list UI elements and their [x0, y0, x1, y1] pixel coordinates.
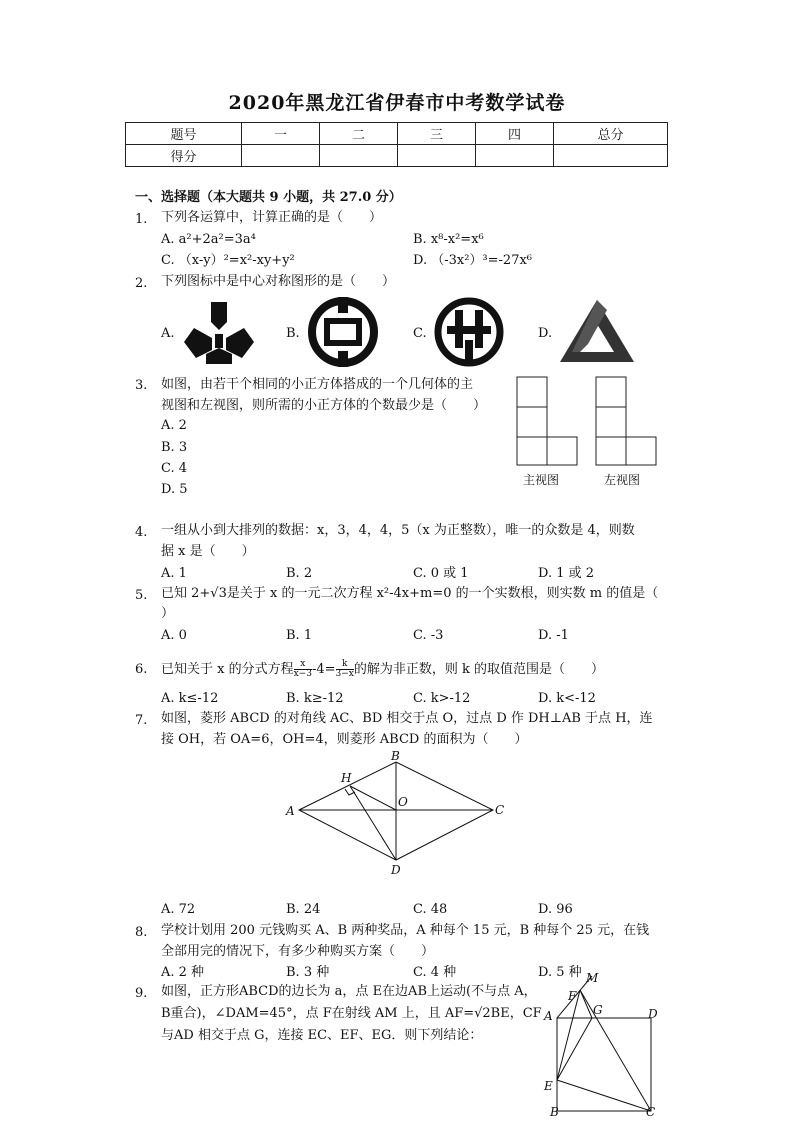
question-number: 7.	[135, 713, 148, 728]
rhombus-figure	[283, 750, 513, 878]
score-cell[interactable]	[554, 145, 668, 167]
option-b[interactable]: B. 2	[286, 566, 313, 581]
score-header-cell: 总分	[554, 123, 668, 145]
question-number: 6.	[135, 662, 148, 677]
option-d[interactable]: D. k<-12	[538, 691, 596, 706]
score-header-cell: 二	[320, 123, 398, 145]
question-number: 3.	[135, 378, 148, 393]
fraction-denominator: x−3	[293, 669, 312, 679]
option-b[interactable]: B. 1	[286, 628, 313, 643]
point-label-m: M	[586, 971, 599, 985]
option-a[interactable]: A. 0	[161, 628, 187, 643]
point-label-b: B	[391, 750, 400, 763]
option-c[interactable]: C. 4	[161, 461, 188, 476]
question-number: 4.	[135, 525, 148, 540]
point-label-d: D	[391, 863, 401, 877]
question-stem: 据 x 是（ ）	[161, 544, 255, 559]
option-b[interactable]: B. 3	[161, 440, 188, 455]
option-a[interactable]: A. 2	[161, 418, 187, 433]
option-b[interactable]: B.	[286, 326, 300, 341]
question-stem: 学校计划用 200 元钱购买 A、B 两种奖品，A 种每个 15 元，B 种每个 25 元，在钱	[161, 923, 650, 938]
option-d[interactable]: D. （-3x²）³=-27x⁶	[413, 253, 533, 268]
page-title: 2020年黑龙江省伊春市中考数学试卷	[228, 92, 566, 114]
option-a[interactable]: A. a²+2a²=3a⁴	[161, 232, 256, 247]
stem-part: -4=	[311, 662, 336, 677]
question-stem: 视图和左视图，则所需的小正方体的个数最少是（ ）	[161, 398, 487, 413]
point-label-h: H	[341, 771, 352, 785]
option-c[interactable]: C. k>-12	[413, 691, 471, 706]
fraction-numerator: x	[294, 660, 312, 670]
score-header-cell: 题号	[126, 123, 242, 145]
point-label-c: C	[646, 1105, 656, 1118]
question-number: 1.	[135, 212, 148, 227]
question-stem: 如图，正方形ABCD的边长为 a，点 E在边AB上运动(不与点 A，	[161, 984, 537, 999]
point-label-e: E	[544, 1079, 553, 1093]
question-stem: 一组从小到大排列的数据：x，3，4，4，5（x 为正整数），唯一的众数是 4，则数	[161, 523, 635, 538]
option-a[interactable]: A. 2 种	[161, 965, 205, 980]
question-stem: 全部用完的情况下，有多少种购买方案（ ）	[161, 944, 435, 959]
score-table-score-row	[126, 145, 668, 167]
option-a[interactable]: A. 72	[161, 902, 196, 917]
option-d[interactable]: D. 1 或 2	[538, 566, 595, 581]
question-number: 2.	[135, 276, 148, 291]
impossible-triangle-icon	[560, 300, 634, 362]
question-stem: B重合)，∠DAM=45°，点 F在射线 AM 上，且 AF=√2BE，CF	[161, 1006, 542, 1021]
score-row-label: 得分	[126, 145, 242, 167]
question-stem: 下列各运算中，计算正确的是（ ）	[161, 210, 383, 225]
front-view-caption: 主视图	[523, 473, 560, 487]
option-b[interactable]: B. k≥-12	[286, 691, 344, 706]
fraction	[336, 660, 354, 679]
score-cell[interactable]	[398, 145, 476, 167]
option-d[interactable]: D.	[538, 326, 553, 341]
score-header-cell: 一	[242, 123, 320, 145]
option-a[interactable]: A. 1	[161, 566, 187, 581]
option-d[interactable]: D. -1	[538, 628, 569, 643]
fraction-denominator: 3−x	[335, 669, 354, 679]
option-c[interactable]: C.	[413, 326, 427, 341]
left-view-caption: 左视图	[604, 473, 641, 487]
option-b[interactable]: B. 3 种	[286, 965, 330, 980]
point-label-c: C	[495, 803, 505, 817]
option-c[interactable]: C. 48	[413, 902, 448, 917]
point-label-a: A	[286, 804, 295, 818]
three-view-figure	[515, 375, 661, 467]
question-stem: ）	[161, 606, 175, 621]
option-c[interactable]: C. 0 或 1	[413, 566, 469, 581]
score-cell[interactable]	[320, 145, 398, 167]
option-a[interactable]: A. k≤-12	[161, 691, 219, 706]
question-number: 8.	[135, 925, 148, 940]
option-c[interactable]: C. （x-y）²=x²-xy+y²	[161, 253, 295, 268]
point-label-g: G	[593, 1003, 603, 1017]
question-number: 5.	[135, 588, 148, 603]
fraction-numerator: k	[336, 660, 354, 670]
point-label-b: B	[550, 1105, 559, 1118]
question-stem: 如图，由若干个相同的小正方体搭成的一个几何体的主	[161, 377, 474, 392]
option-c[interactable]: C. -3	[413, 628, 444, 643]
score-table-header-row	[126, 123, 668, 145]
score-cell[interactable]	[242, 145, 320, 167]
square-figure	[540, 968, 670, 1118]
bank-of-china-logo-icon	[308, 297, 378, 367]
question-stem: 已知 2+√3是关于 x 的一元二次方程 x²-4x+m=0 的一个实数根，则实数 m 的值是（	[161, 586, 659, 601]
fraction	[294, 660, 312, 679]
option-a[interactable]: A.	[161, 326, 175, 341]
score-table	[125, 122, 668, 167]
score-cell[interactable]	[476, 145, 554, 167]
option-d[interactable]: D. 5 种	[538, 965, 582, 980]
point-label-d: D	[648, 1007, 658, 1021]
option-d[interactable]: D. 5	[161, 482, 188, 497]
question-stem: 与AD 相交于点 G，连接 EC、EF、EG．则下列结论：	[161, 1028, 483, 1043]
question-stem: 下列图标中是中心对称图形的是（ ）	[161, 274, 396, 289]
option-d[interactable]: D. 96	[538, 902, 573, 917]
stem-part: 已知关于 x 的分式方程	[161, 662, 294, 677]
agricultural-bank-logo-icon	[433, 296, 505, 368]
question-number: 9.	[135, 986, 148, 1001]
question-stem: 如图，菱形 ABCD 的对角线 AC、BD 相交于点 O，过点 D 作 DH⊥AB 于点 H，连	[161, 711, 653, 726]
option-b[interactable]: B. x⁸-x²=x⁶	[413, 232, 484, 247]
point-label-o: O	[398, 795, 408, 809]
question-stem: 接 OH，若 OA=6，OH=4，则菱形 ABCD 的面积为（ ）	[161, 732, 528, 747]
point-label-a: A	[544, 1009, 553, 1023]
score-header-cell: 三	[398, 123, 476, 145]
section-heading: 一、选择题（本大题共 9 小题，共 27.0 分）	[135, 190, 402, 205]
stem-part: 的解为非正数，则 k 的取值范围是（ ）	[353, 662, 605, 677]
point-label-f: F	[568, 989, 577, 1003]
question-stem	[161, 660, 604, 679]
score-header-cell: 四	[476, 123, 554, 145]
option-c[interactable]: C. 4 种	[413, 965, 457, 980]
option-b[interactable]: B. 24	[286, 902, 321, 917]
recycle-logo-icon	[184, 302, 254, 364]
